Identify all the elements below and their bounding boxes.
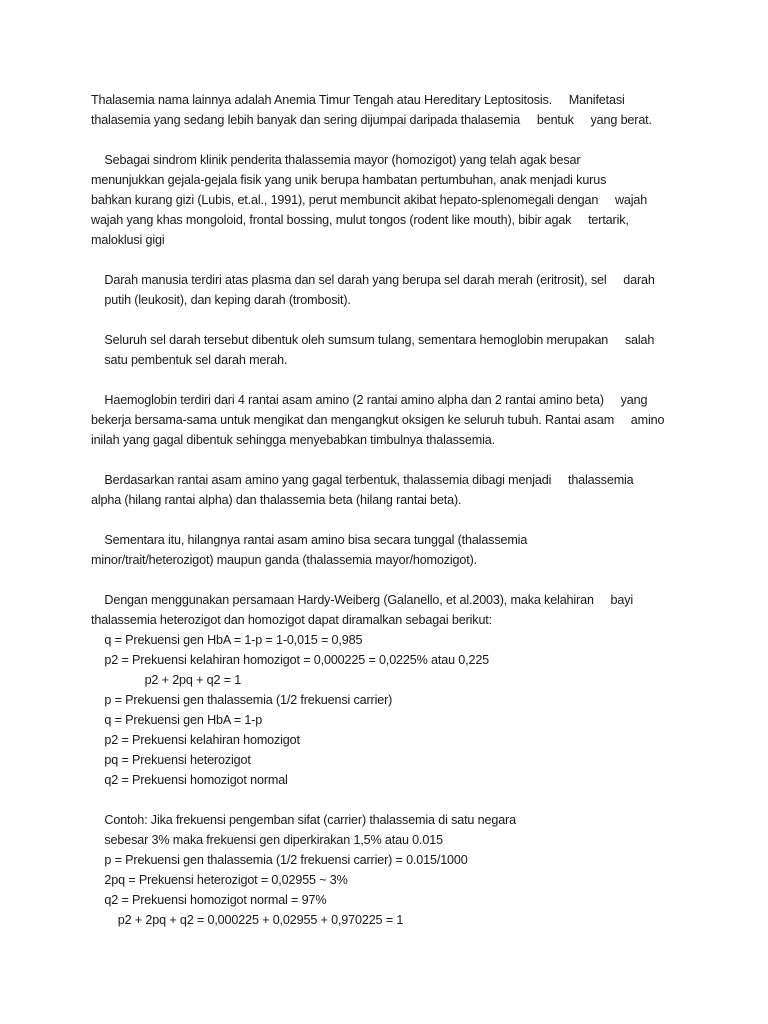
- formula-line: q2 = Prekuensi homozigot normal: [91, 773, 288, 787]
- formula-line: 2pq = Prekuensi heterozigot = 0,02955 ~ 3%: [91, 873, 348, 887]
- text-line: alpha (hilang rantai alpha) dan thalassemia beta (hilang rantai beta).: [91, 493, 462, 507]
- formula-line: p = Prekuensi gen thalassemia (1/2 frekuensi carrier) = 0.015/1000: [91, 853, 468, 867]
- text-line: wajah yang khas mongoloid, frontal bossing, mulut tongos (rodent like mouth), bibir agak tertarik,: [91, 213, 629, 227]
- text-line: Sebagai sindrom klinik penderita thalassemia mayor (homozigot) yang telah agak besar: [91, 153, 581, 167]
- formula-line: q2 = Prekuensi homozigot normal = 97%: [91, 893, 327, 907]
- text-line: maloklusi gigi: [91, 233, 165, 247]
- text-line: Contoh: Jika frekuensi pengemban sifat (carrier) thalassemia di satu negara: [91, 813, 516, 827]
- formula-line: p2 + 2pq + q2 = 0,000225 + 0,02955 + 0,970225 = 1: [91, 913, 404, 927]
- text-line: bahkan kurang gizi (Lubis, et.al., 1991), perut membuncit akibat hepato-splenomegali dengan wajah: [91, 193, 648, 207]
- text-line: Seluruh sel darah tersebut dibentuk oleh sumsum tulang, sementara hemoglobin merupakan salah: [91, 333, 655, 347]
- text-line: satu pembentuk sel darah merah.: [91, 353, 288, 367]
- text-line: putih (leukosit), dan keping darah (trombosit).: [91, 293, 351, 307]
- formula-line: q = Prekuensi gen HbA = 1-p: [91, 713, 263, 727]
- formula-line: p2 + 2pq + q2 = 1: [91, 673, 242, 687]
- formula-line: p2 = Prekuensi kelahiran homozigot = 0,000225 = 0,0225% atau 0,225: [91, 653, 490, 667]
- text-line: Thalasemia nama lainnya adalah Anemia Timur Tengah atau Hereditary Leptositosis. Manifetasi: [91, 93, 625, 107]
- text-line: Haemoglobin terdiri dari 4 rantai asam amino (2 rantai amino alpha dan 2 rantai amino beta) yang: [91, 393, 648, 407]
- text-line: thalasemia yang sedang lebih banyak dan sering dijumpai daripada thalasemia bentuk yang berat.: [91, 113, 652, 127]
- text-line: thalassemia heterozigot dan homozigot dapat diramalkan sebagai berikut:: [91, 613, 492, 627]
- text-line: Dengan menggunakan persamaan Hardy-Weiberg (Galanello, et al.2003), maka kelahiran bayi: [91, 593, 634, 607]
- formula-line: p = Prekuensi gen thalassemia (1/2 frekuensi carrier): [91, 693, 393, 707]
- text-line: Darah manusia terdiri atas plasma dan sel darah yang berupa sel darah merah (eritrosit), sel darah: [91, 273, 655, 287]
- formula-line: q = Prekuensi gen HbA = 1-p = 1-0,015 = 0,985: [91, 633, 363, 647]
- text-line: menunjukkan gejala-gejala fisik yang unik berupa hambatan pertumbuhan, anak menjadi kurus: [91, 173, 607, 187]
- text-line: bekerja bersama-sama untuk mengikat dan mengangkut oksigen ke seluruh tubuh. Rantai asam amino: [91, 413, 665, 427]
- formula-line: p2 = Prekuensi kelahiran homozigot: [91, 733, 300, 747]
- text-line: sebesar 3% maka frekuensi gen diperkirakan 1,5% atau 0.015: [91, 833, 443, 847]
- text-line: minor/trait/heterozigot) maupun ganda (thalassemia mayor/homozigot).: [91, 553, 477, 567]
- text-line: inilah yang gagal dibentuk sehingga menyebabkan timbulnya thalassemia.: [91, 433, 495, 447]
- text-line: Sementara itu, hilangnya rantai asam amino bisa secara tunggal (thalassemia: [91, 533, 528, 547]
- text-line: Berdasarkan rantai asam amino yang gagal terbentuk, thalassemia dibagi menjadi thalassemia: [91, 473, 634, 487]
- formula-line: pq = Prekuensi heterozigot: [91, 753, 251, 767]
